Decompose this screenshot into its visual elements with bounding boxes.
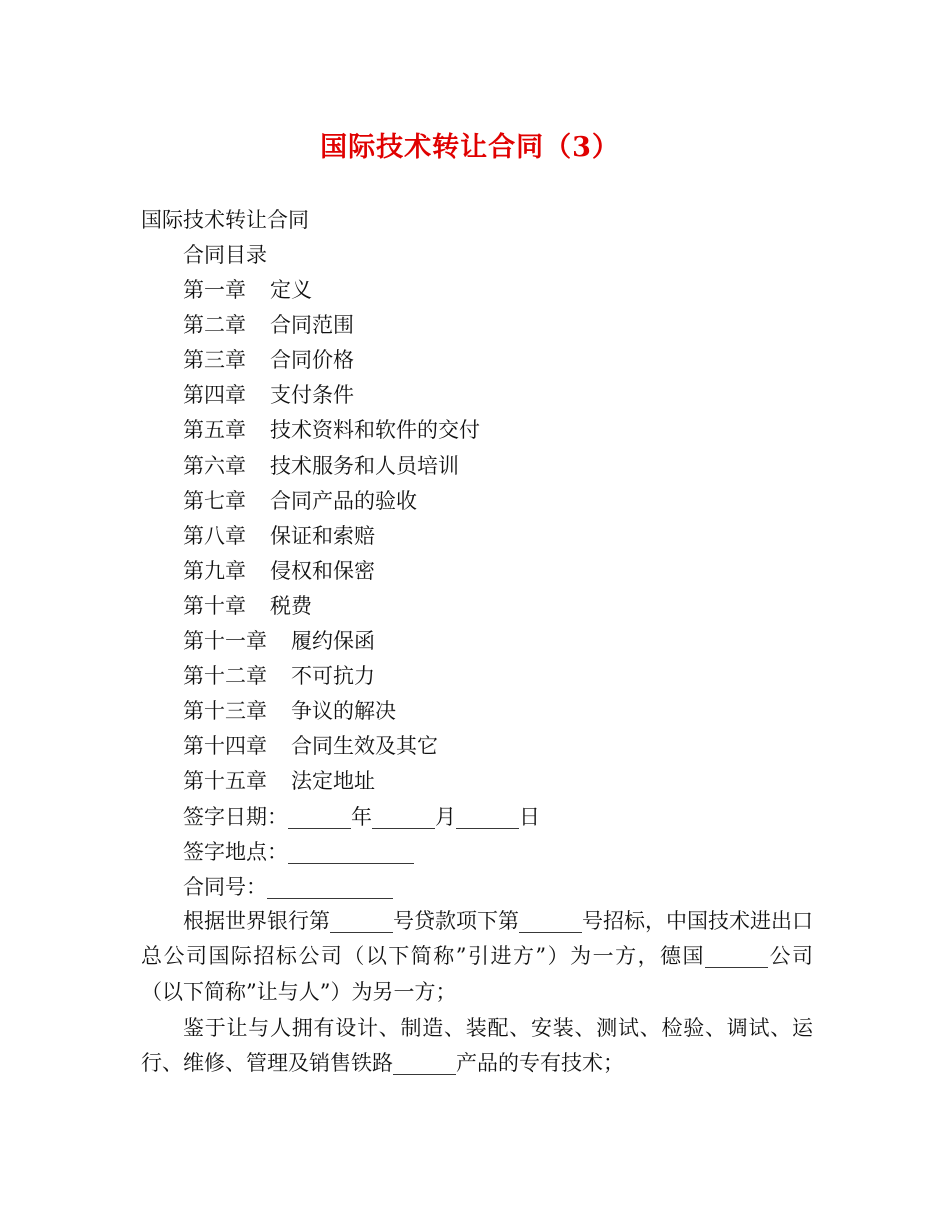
chapter-number: 第二章 xyxy=(183,313,246,338)
chapter-number: 第十章 xyxy=(183,593,246,618)
chapter-number: 第八章 xyxy=(183,523,246,548)
toc-item xyxy=(183,343,540,378)
sign-date-line: 签字日期：______年______月______日 xyxy=(183,804,540,829)
chapter-number: 第十四章 xyxy=(183,734,267,759)
contract-number-line: 合同号：____________ xyxy=(183,874,393,899)
chapter-number: 第十三章 xyxy=(183,699,267,724)
chapter-title: 争议的解决 xyxy=(291,699,396,724)
chapter-number: 第七章 xyxy=(183,488,246,513)
toc-item xyxy=(183,308,540,343)
table-of-contents xyxy=(183,238,540,905)
chapter-title: 不可抗力 xyxy=(291,664,375,689)
chapter-number: 第十一章 xyxy=(183,629,267,654)
toc-item xyxy=(183,273,540,308)
chapter-title: 合同生效及其它 xyxy=(291,734,438,759)
toc-item xyxy=(183,378,540,413)
chapter-number: 第六章 xyxy=(183,453,246,478)
paragraph-whereas: 鉴于让与人拥有设计、制造、装配、安装、测试、检验、调试、运行、维修、管理及销售铁路______产品的专有技术； xyxy=(141,1016,813,1076)
paragraph-parties: 根据世界银行第______号贷款项下第______号招标，中国技术进出口总公司国际招标公司（以下简称”引进方”）为一方，德国______公司（以下简称”让与人”）为另一方； xyxy=(141,909,813,1004)
chapter-title: 法定地址 xyxy=(291,769,375,794)
chapter-number: 第十五章 xyxy=(183,769,267,794)
document-title: 国际技术转让合同（3） xyxy=(320,132,620,163)
chapter-title: 侵权和保密 xyxy=(270,558,375,583)
toc-item xyxy=(183,624,540,659)
chapter-title: 技术服务和人员培训 xyxy=(270,453,459,478)
chapter-title: 支付条件 xyxy=(270,383,354,408)
chapter-title: 合同价格 xyxy=(270,348,354,373)
chapter-number: 第五章 xyxy=(183,418,246,443)
chapter-title: 定义 xyxy=(270,278,312,303)
toc-item xyxy=(183,764,540,799)
document-heading: 国际技术转让合同 xyxy=(141,208,309,232)
chapter-number: 第一章 xyxy=(183,278,246,303)
chapter-title: 税费 xyxy=(270,593,312,618)
chapter-title: 技术资料和软件的交付 xyxy=(270,418,480,443)
toc-item xyxy=(183,554,540,589)
toc-item xyxy=(183,519,540,554)
toc-item xyxy=(183,694,540,729)
chapter-number: 第九章 xyxy=(183,558,246,583)
toc-item xyxy=(183,659,540,694)
toc-item xyxy=(183,589,540,624)
toc-item xyxy=(183,729,540,764)
chapter-title: 合同范围 xyxy=(270,313,354,338)
toc-item xyxy=(183,449,540,484)
chapter-title: 履约保函 xyxy=(291,629,375,654)
chapter-number: 第四章 xyxy=(183,383,246,408)
chapter-number: 第三章 xyxy=(183,348,246,373)
chapter-number: 第十二章 xyxy=(183,664,267,689)
toc-item xyxy=(183,413,540,448)
chapter-title: 合同产品的验收 xyxy=(270,488,417,513)
sign-place-line: 签字地点：____________ xyxy=(183,839,414,864)
chapter-title: 保证和索赔 xyxy=(270,523,375,548)
toc-label: 合同目录 xyxy=(183,243,267,267)
toc-item xyxy=(183,484,540,519)
